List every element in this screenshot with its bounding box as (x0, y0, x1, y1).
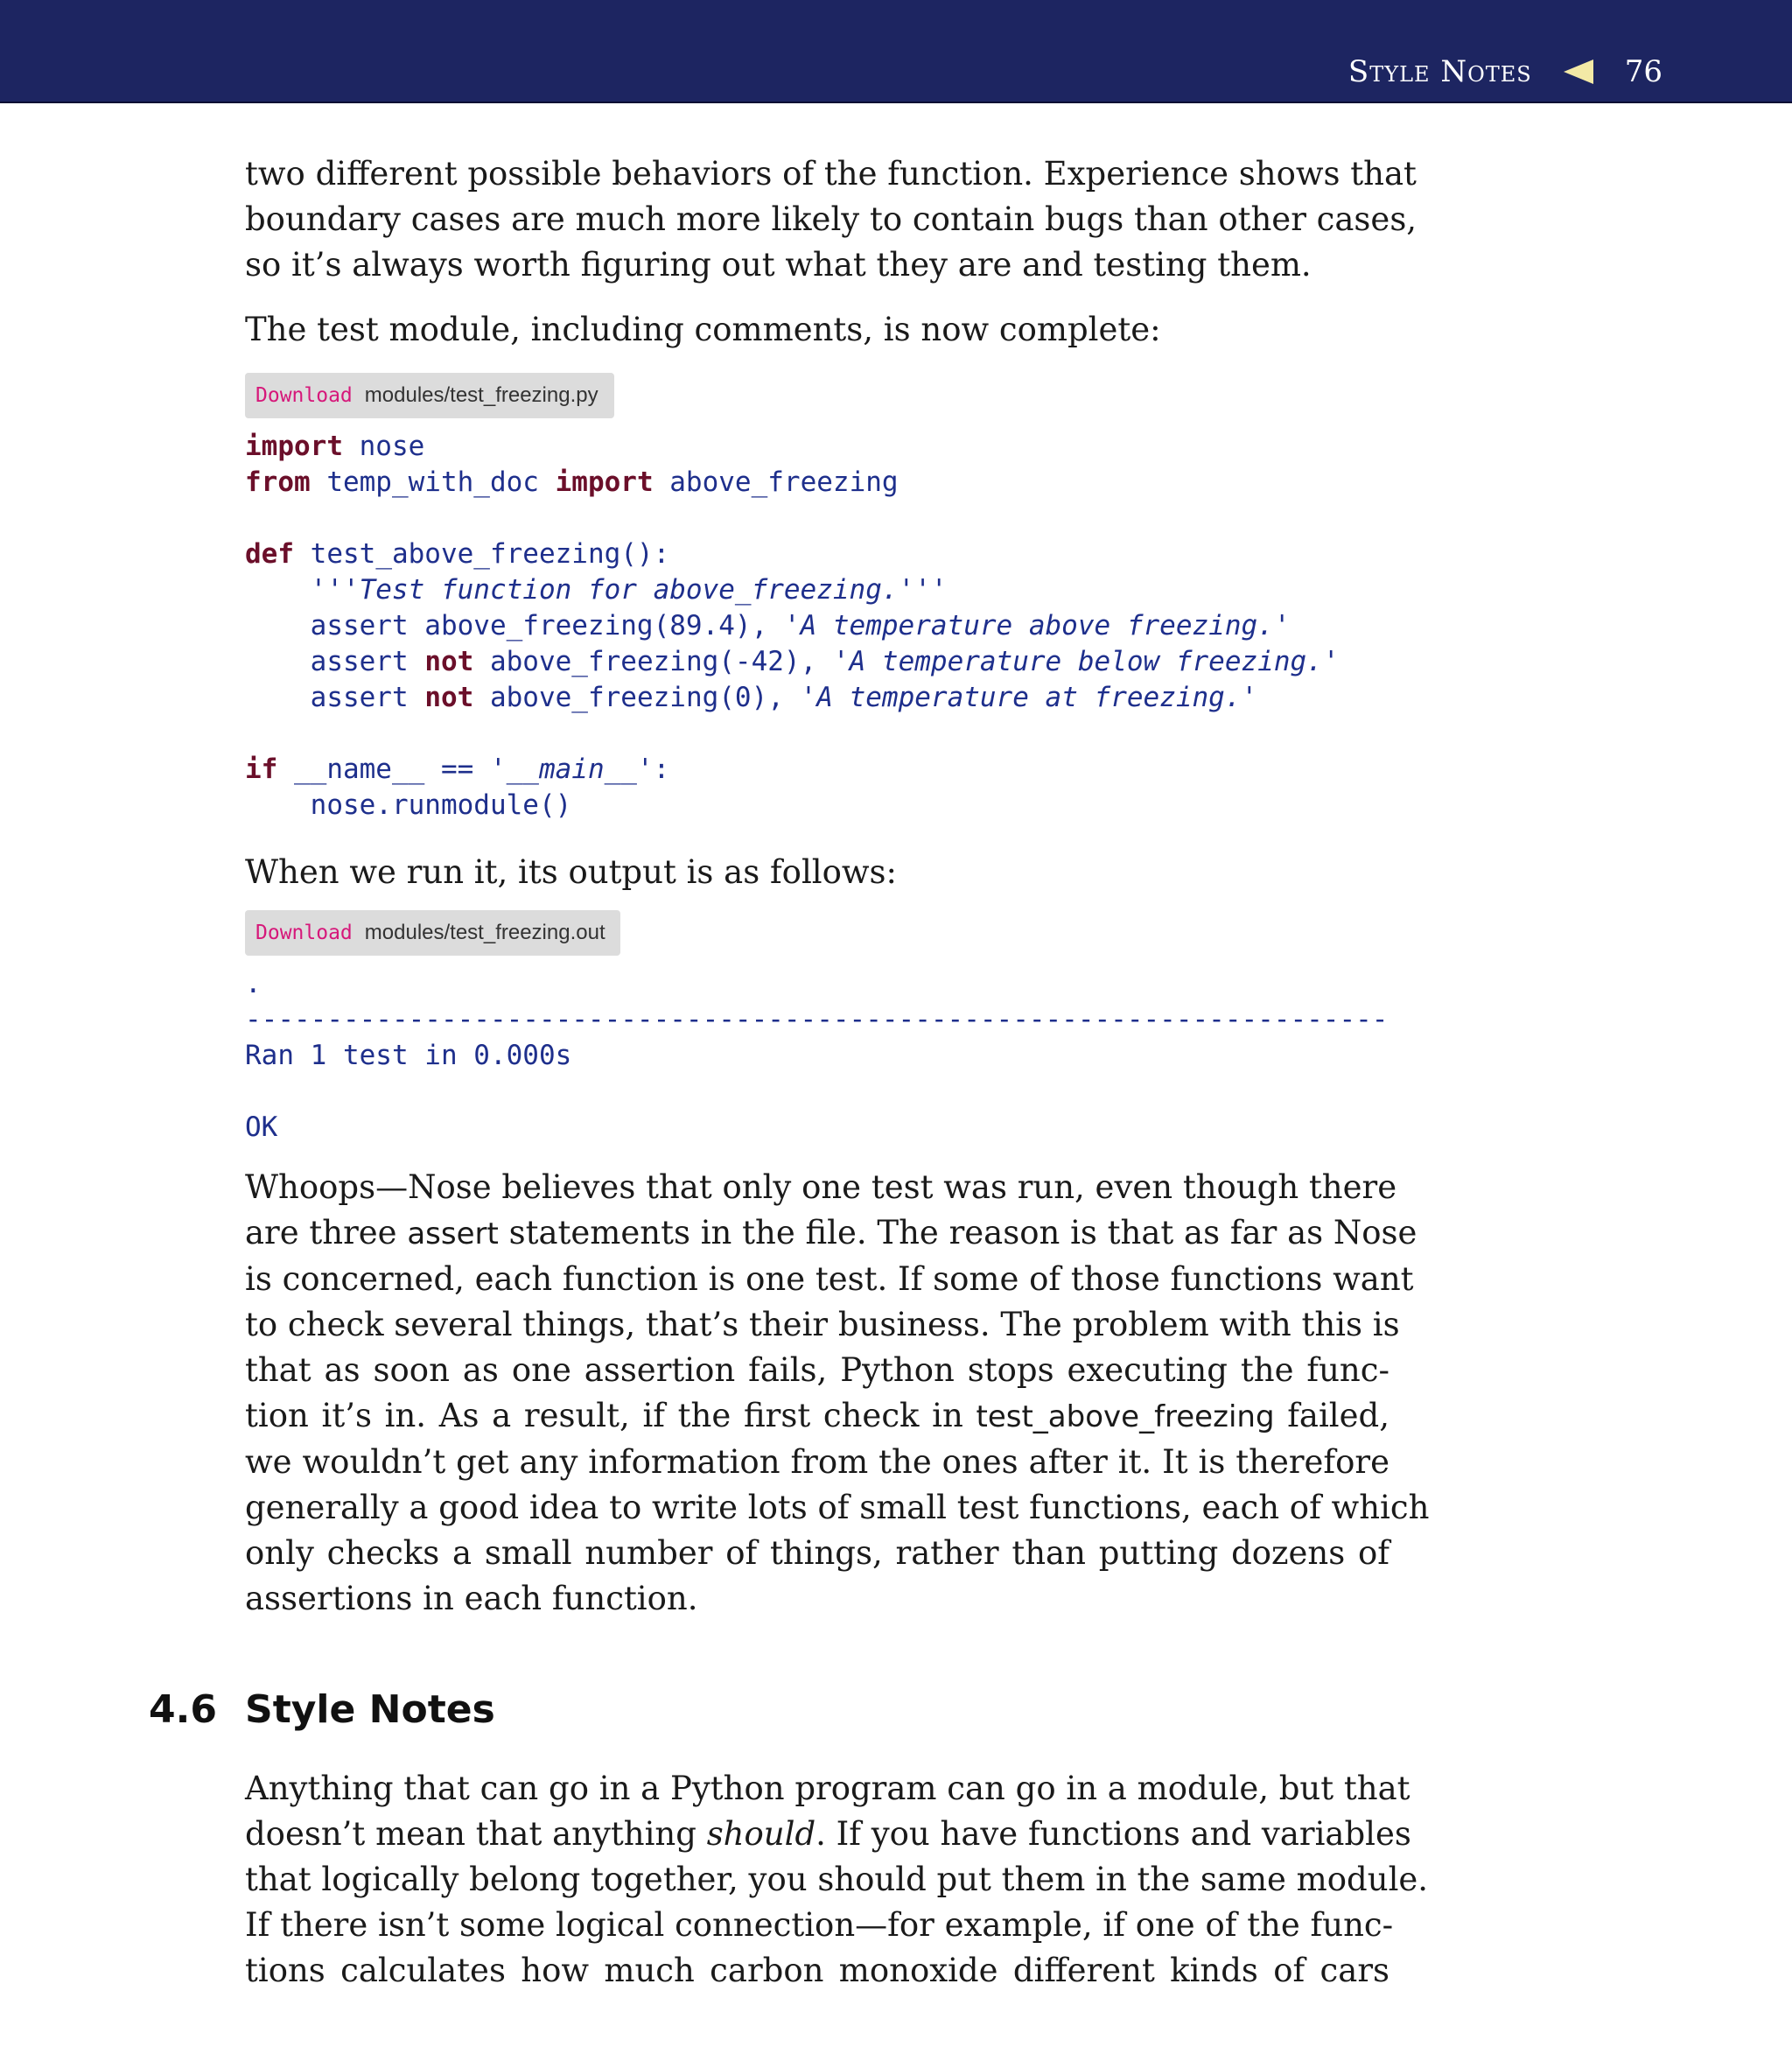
inline-code-function-name: test_above_freezing (976, 1399, 1275, 1434)
code-text: __name__ == (277, 754, 490, 785)
text-line (245, 1812, 1411, 1857)
code-output-test-freezing (245, 966, 1389, 1146)
code-string: '__main__' (489, 754, 654, 785)
output-rule: ---------------------------------------------------------------------- (245, 1004, 1389, 1035)
text-fragment: doesn’t mean that anything (245, 1815, 707, 1853)
text-line (245, 1210, 1418, 1257)
code-keyword: not (424, 646, 474, 677)
emphasis-should: should (706, 1815, 816, 1853)
text-line: only checks a small number of things, rather than putting dozens of (245, 1534, 1390, 1572)
download-link-test-freezing-out[interactable] (245, 910, 620, 956)
code-text: nose.runmodule() (245, 789, 572, 821)
section-heading (149, 1687, 495, 1732)
text-line: If there isn’t some logical connection—for example, if one of the func- (245, 1906, 1394, 1944)
text-line (245, 1393, 1390, 1440)
code-listing-test-freezing (245, 429, 1382, 824)
paragraph-boundary-cases (245, 151, 1418, 288)
text-fragment: are three (245, 1214, 408, 1251)
output-ok: OK (245, 1111, 278, 1143)
code-text: assert above_freezing(89.4), (245, 610, 784, 641)
code-text: : (653, 754, 670, 785)
text-line: When we run it, its output is as follows: (245, 853, 898, 891)
code-text: above_freezing(0), (473, 682, 801, 713)
code-keyword: def (245, 538, 294, 570)
code-text: test_above_freezing(): (294, 538, 670, 570)
text-fragment: failed, (1274, 1397, 1390, 1434)
text-line: so it’s always worth figuring out what they are and testing them. (245, 246, 1312, 284)
section-title: Style Notes (245, 1687, 495, 1732)
text-line: that as soon as one assertion fails, Python stops executing the func- (245, 1351, 1390, 1389)
text-line: that logically belong together, you should put them in the same module. (245, 1861, 1429, 1898)
output-dot: . (245, 968, 262, 999)
code-text: temp_with_doc (310, 466, 556, 498)
download-label: Download (256, 384, 353, 407)
text-fragment: . If you have functions and variables (816, 1815, 1411, 1853)
code-keyword: from (245, 466, 311, 498)
inline-code-assert: assert (407, 1216, 499, 1251)
download-link-test-freezing-py[interactable] (245, 373, 614, 418)
text-line: Anything that can go in a Python program can go in a module, but that (245, 1770, 1410, 1807)
text-line: assertions in each function. (245, 1580, 698, 1617)
download-path: modules/test_freezing.py (364, 383, 598, 407)
text-line: to check several things, that’s their business. The problem with this is (245, 1306, 1400, 1343)
section-number: 4.6 (149, 1687, 217, 1732)
text-line: The test module, including comments, is now complete: (245, 311, 1161, 348)
code-string: 'A temperature below freezing.' (832, 646, 1340, 677)
text-line: two different possible behaviors of the function. Experience shows that (245, 155, 1417, 193)
paragraph-whoops (245, 1165, 1430, 1622)
download-path: modules/test_freezing.out (364, 921, 606, 944)
output-ran: Ran 1 test in 0.000s (245, 1040, 572, 1071)
text-line: Whoops—Nose believes that only one test was run, even though there (245, 1168, 1397, 1206)
text-line: generally a good idea to write lots of small test functions, each of which (245, 1489, 1430, 1526)
code-keyword: if (245, 754, 278, 785)
page-number: 76 (1624, 54, 1662, 89)
code-string: 'A temperature above freezing.' (783, 610, 1291, 641)
code-docstring: '''Test function for above_freezing.''' (245, 574, 948, 606)
running-head (1348, 54, 1662, 89)
text-line: boundary cases are much more likely to contain bugs than other cases, (245, 200, 1418, 238)
text-line: we wouldn’t get any information from the ones after it. It is therefore (245, 1443, 1390, 1481)
code-text: nose (342, 431, 425, 462)
text-line: tions calculates how much carbon monoxide different kinds of cars (245, 1952, 1390, 1989)
code-keyword: not (424, 682, 474, 713)
code-string: 'A temperature at freezing.' (800, 682, 1258, 713)
left-triangle-icon[interactable] (1564, 60, 1593, 84)
code-keyword: import (245, 431, 343, 462)
paragraph-style-notes (245, 1766, 1429, 1994)
download-label: Download (256, 922, 353, 944)
text-line: is concerned, each function is one test. If some of those functions want (245, 1260, 1414, 1298)
code-text: assert (245, 646, 425, 677)
code-text: above_freezing(-42), (473, 646, 833, 677)
header-bar (0, 0, 1792, 103)
code-keyword: import (555, 466, 654, 498)
text-fragment: tion it’s in. As a result, if the first check in (245, 1397, 976, 1434)
code-text: above_freezing (653, 466, 899, 498)
paragraph-output-intro (245, 850, 1390, 895)
text-fragment: statements in the file. The reason is that as far as Nose (498, 1214, 1418, 1251)
paragraph-test-module-intro (245, 307, 1390, 353)
code-text: assert (245, 682, 425, 713)
running-title: Style Notes (1348, 54, 1532, 89)
